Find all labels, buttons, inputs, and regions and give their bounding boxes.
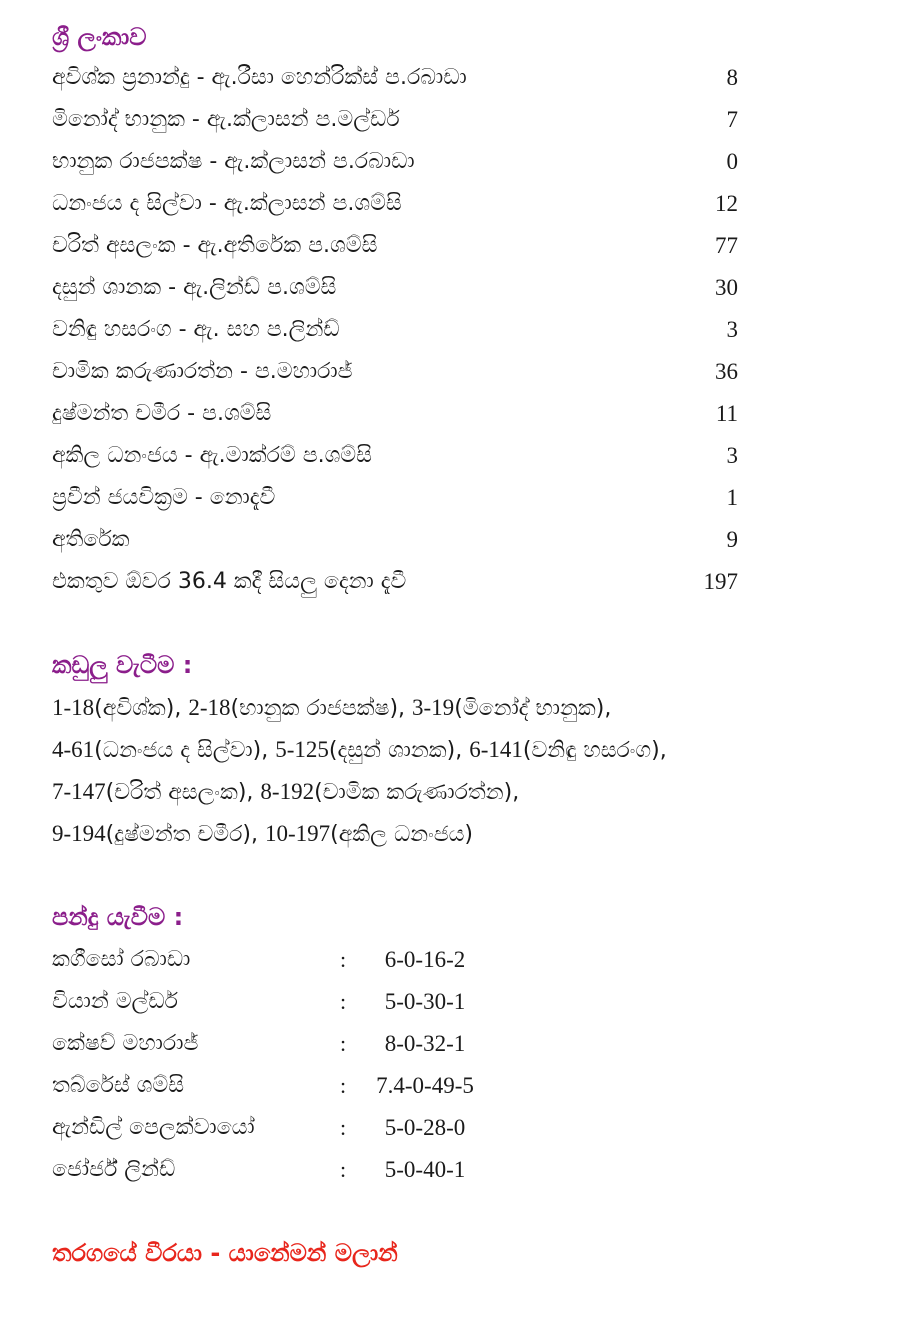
batsman-runs: 0 bbox=[726, 149, 738, 174]
wicket-score: 8-192 bbox=[260, 779, 315, 804]
batsman-runs: 30 bbox=[715, 275, 738, 300]
wicket-batsman: භානුක රාජපක්ෂ bbox=[239, 696, 390, 721]
bowling-figures: 5-0-28-0 bbox=[384, 1115, 466, 1140]
bowler-name: තබ්රේස් ශම්සි bbox=[52, 1073, 185, 1098]
wicket-score: 3-19 bbox=[412, 695, 455, 720]
wicket-batsman: අවිශ්ක bbox=[102, 696, 166, 721]
bowling-figures: 7.4-0-49-5 bbox=[376, 1073, 474, 1098]
batting-row bbox=[52, 267, 742, 309]
bowling-figures: 5-0-40-1 bbox=[384, 1157, 466, 1182]
fall-of-wickets-line: 4-61(ධනංජය ද සිල්වා), 5-125(දසුන් ශානක), 6-141(වනිඳු හසරංග), bbox=[52, 737, 667, 763]
wicket-batsman: අකිල ධනංජය bbox=[338, 822, 465, 847]
batting-row bbox=[52, 435, 742, 477]
bowling-row bbox=[52, 1065, 512, 1107]
batting-row bbox=[52, 351, 742, 393]
bowler-name: වියාන් මල්ඩර් bbox=[52, 989, 178, 1014]
total-row bbox=[52, 561, 742, 603]
fall-of-wickets-line: 7-147(චරිත් අසලංක), 8-192(චාමික කරුණාරත්න), bbox=[52, 779, 520, 805]
wicket-score: 6-141 bbox=[469, 737, 523, 762]
separator: : bbox=[340, 1031, 347, 1056]
bowler-name: කේෂව් මහාරාජ් bbox=[52, 1031, 199, 1056]
wicket-batsman: චරිත් අසලංක bbox=[114, 780, 238, 805]
bowling-figures: 5-0-30-1 bbox=[384, 989, 466, 1014]
wicket-score: 9-194 bbox=[52, 821, 106, 846]
separator: : bbox=[340, 1157, 347, 1182]
batsman-runs: 8 bbox=[726, 65, 738, 90]
batting-row bbox=[52, 141, 742, 183]
wicket-score: 7-147 bbox=[52, 779, 106, 804]
batsman-runs: 7 bbox=[726, 107, 738, 132]
bowler-name: කගීසෝ රබාඩා bbox=[52, 947, 191, 972]
man-of-the-match: තරගයේ වීරයා - යානේමන් මලාන් bbox=[52, 1239, 398, 1267]
wicket-score: 2-18 bbox=[188, 695, 231, 720]
fall-of-wickets-heading: කඩුලු වැටීම : bbox=[52, 651, 193, 679]
bowler-name: ජෝර්ජ් ලින්ඩ් bbox=[52, 1157, 176, 1182]
total-runs: 197 bbox=[703, 569, 738, 594]
bowling-figures: 8-0-32-1 bbox=[384, 1031, 466, 1056]
batsman-dismissal: දුෂ්මන්ත චමීර - ප.ශම්සි bbox=[52, 401, 272, 426]
wicket-score: 1-18 bbox=[52, 695, 95, 720]
extras-runs: 9 bbox=[726, 527, 738, 552]
batsman-dismissal: මිනෝද් භානුක - ඇ.ක්ලාසන් ප.මල්ඩර් bbox=[52, 107, 400, 132]
fall-of-wickets-line: 1-18(අවිශ්ක), 2-18(භානුක රාජපක්ෂ), 3-19(මිනෝද් භානුක), bbox=[52, 695, 612, 721]
batsman-dismissal: ප්‍රවීන් ජයවික්‍රම - නොදැවී bbox=[52, 485, 276, 510]
wicket-batsman: වනිඳු හසරංග bbox=[531, 738, 652, 763]
extras-label: අතිරේක bbox=[52, 527, 130, 552]
batsman-runs: 3 bbox=[726, 317, 738, 342]
bowling-figures: 6-0-16-2 bbox=[384, 947, 466, 972]
wicket-batsman: ධනංජය ද සිල්වා bbox=[102, 738, 253, 763]
batting-row bbox=[52, 225, 742, 267]
batsman-dismissal: චරිත් අසලංක - ඇ.අතිරේක ප.ශම්සි bbox=[52, 233, 378, 258]
batting-row bbox=[52, 309, 742, 351]
wicket-score: 10-197 bbox=[264, 821, 331, 846]
batsman-runs: 1 bbox=[726, 485, 738, 510]
batsman-runs: 11 bbox=[715, 401, 738, 426]
batsman-runs: 12 bbox=[715, 191, 738, 216]
bowling-heading: පන්දු යැවීම : bbox=[52, 903, 184, 931]
extras-row bbox=[52, 519, 742, 561]
wicket-score: 5-125 bbox=[275, 737, 329, 762]
batting-row bbox=[52, 57, 742, 99]
batsman-runs: 3 bbox=[726, 443, 738, 468]
bowling-row bbox=[52, 981, 512, 1023]
wicket-batsman: චාමික කරුණාරත්න bbox=[322, 780, 504, 805]
wicket-batsman: දුෂ්මන්ත චමීර bbox=[114, 822, 243, 847]
bowler-name: ඇන්ඩිල් පෙලක්වායෝ bbox=[52, 1115, 255, 1140]
bowling-row bbox=[52, 939, 512, 981]
separator: : bbox=[340, 1115, 347, 1140]
fall-of-wickets-line: 9-194(දුෂ්මන්ත චමීර), 10-197(අකිල ධනංජය) bbox=[52, 821, 474, 847]
separator: : bbox=[340, 947, 347, 972]
separator: : bbox=[340, 1073, 347, 1098]
bowling-row bbox=[52, 1023, 512, 1065]
batting-row bbox=[52, 477, 742, 519]
batsman-runs: 36 bbox=[715, 359, 738, 384]
batting-row bbox=[52, 393, 742, 435]
batsman-dismissal: දසුන් ශානක - ඇ.ලින්ඩ් ප.ශම්සි bbox=[52, 275, 337, 300]
wicket-score: 4-61 bbox=[52, 737, 95, 762]
batsman-dismissal: වනිඳු හසරංග - ඇ. සහ ප.ලින්ඩ් bbox=[52, 317, 340, 342]
wicket-batsman: දසුන් ශානක bbox=[337, 738, 447, 763]
separator: : bbox=[340, 989, 347, 1014]
batting-row bbox=[52, 99, 742, 141]
batsman-dismissal: ධනංජය ද සිල්වා - ඇ.ක්ලාසන් ප.ශම්සි bbox=[52, 191, 402, 216]
total-label: එකතුව ඕවර 36.4 කදී සියලු දෙනා දැවී bbox=[52, 569, 407, 594]
batting-heading: ශ්‍රී ලංකාව bbox=[52, 23, 147, 51]
batsman-runs: 77 bbox=[715, 233, 738, 258]
bowling-row bbox=[52, 1107, 512, 1149]
batsman-dismissal: අකිල ධනංජය - ඇ.මාක්රම් ප.ශම්සි bbox=[52, 443, 372, 468]
wicket-batsman: මිනෝද් භානුක bbox=[462, 696, 596, 721]
batsman-dismissal: චාමික කරුණාරත්න - ප.මහාරාජ් bbox=[52, 359, 353, 384]
batsman-dismissal: භානුක රාජපක්ෂ - ඇ.ක්ලාසන් ප.රබාඩා bbox=[52, 149, 415, 174]
bowling-row bbox=[52, 1149, 512, 1191]
batting-row bbox=[52, 183, 742, 225]
batsman-dismissal: අවිශ්ක ප්‍රනාන්දු - ඇ.රීසා හෙන්රික්ස් ප.රබාඩා bbox=[52, 65, 467, 90]
